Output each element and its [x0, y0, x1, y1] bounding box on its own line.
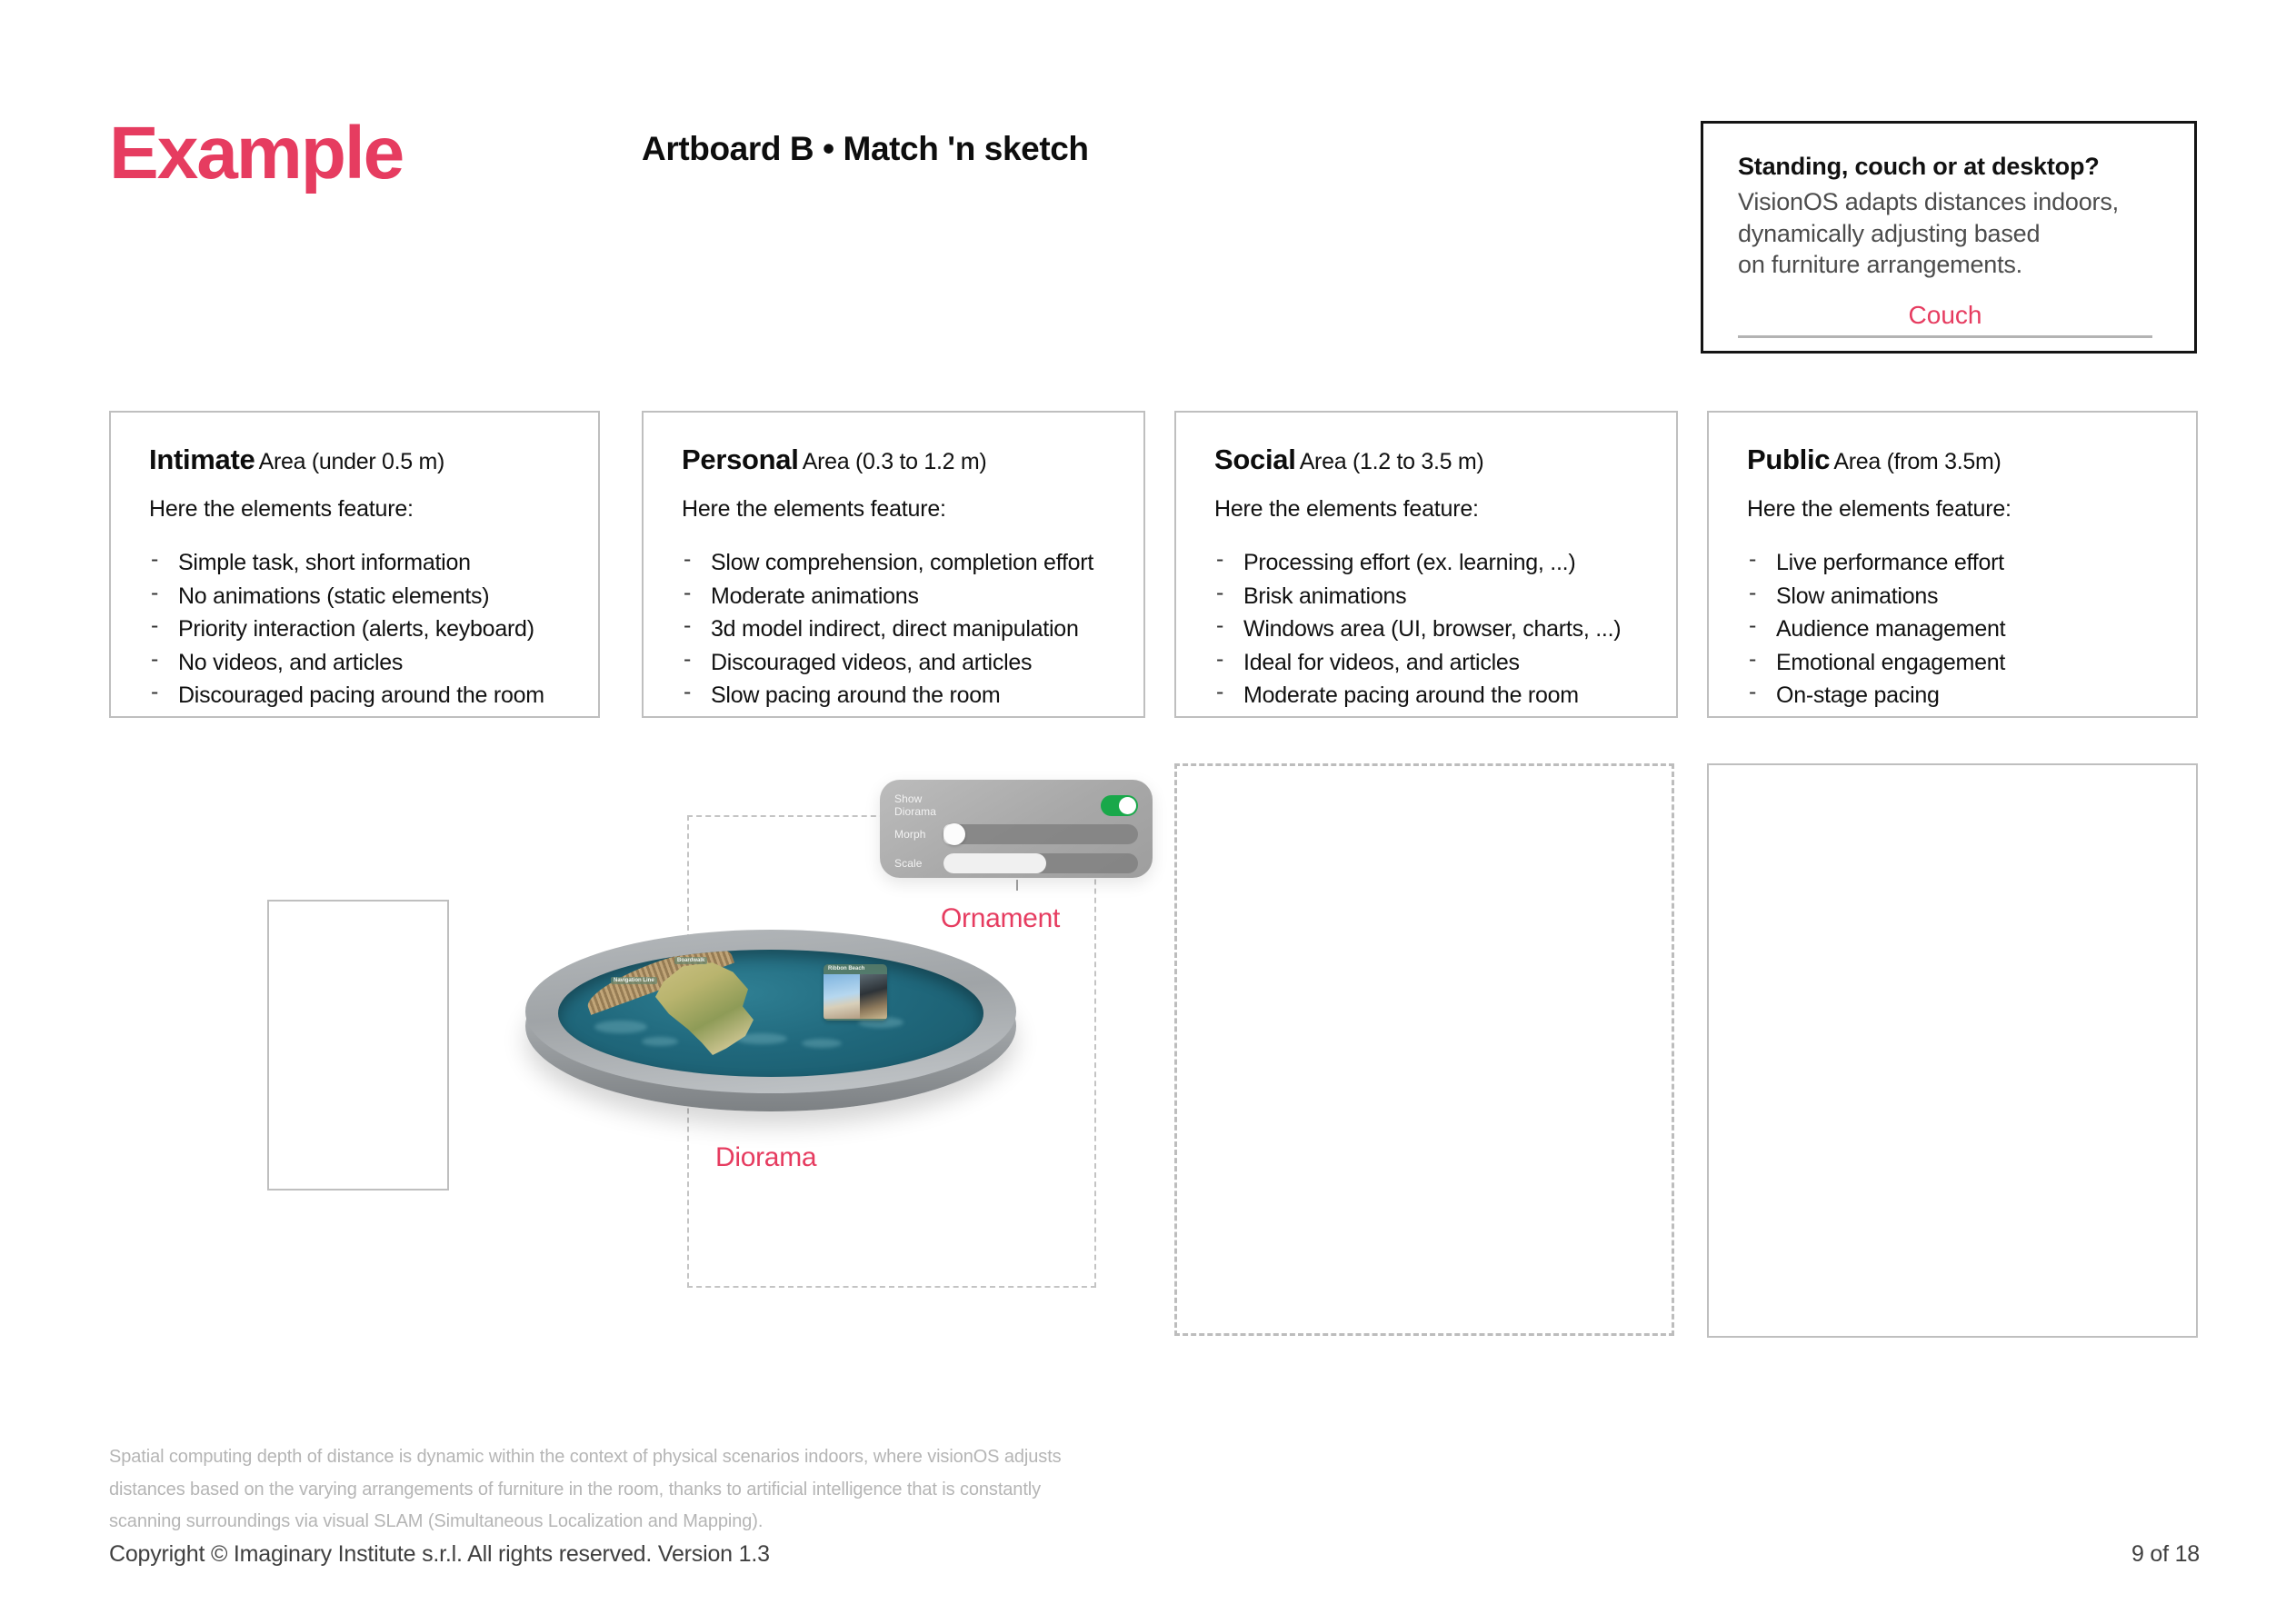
- diorama-control-panel[interactable]: [880, 780, 1153, 878]
- list-item: - Slow animations: [1747, 580, 2169, 613]
- map-chip-boardwalk: Boardwalk: [674, 957, 707, 964]
- posture-select-value: Couch: [1908, 300, 1982, 329]
- list-item: - No videos, and articles: [149, 646, 571, 680]
- callout-body-line-2: dynamically adjusting based: [1738, 219, 2041, 247]
- callout-body-line-3: on furniture arrangements.: [1738, 251, 2022, 279]
- sketch-slot-intimate[interactable]: [267, 900, 449, 1191]
- zone-feature-list: [1747, 546, 2169, 712]
- show-diorama-label: Show Diorama: [894, 792, 937, 818]
- artboard-title: Artboard B • Match 'n sketch: [642, 130, 1089, 167]
- zone-name: Public: [1747, 443, 1831, 475]
- list-item: - No animations (static elements): [149, 580, 571, 613]
- page-indicator: 9 of 18: [2131, 1541, 2200, 1567]
- annotation-ornament: Ornament: [941, 903, 1060, 933]
- list-item: - Simple task, short information: [149, 546, 571, 580]
- zone-name: Social: [1214, 443, 1296, 475]
- zone-range: Area (0.3 to 1.2 m): [802, 449, 987, 474]
- zone-card-header: [1214, 443, 1649, 476]
- list-item: - Live performance effort: [1747, 546, 2169, 580]
- control-row-show-diorama: [894, 792, 1138, 819]
- bowl-water: [558, 950, 983, 1077]
- show-diorama-toggle[interactable]: [1101, 795, 1138, 816]
- zone-feature-list: [682, 546, 1116, 712]
- annotation-diorama: Diorama: [715, 1142, 817, 1172]
- zone-card-intimate: [109, 411, 600, 718]
- poi-card-media: [824, 974, 887, 1019]
- poi-thumbnail-secondary: [860, 974, 887, 1019]
- reef-shape: [642, 1037, 678, 1046]
- posture-select[interactable]: [1738, 301, 2152, 338]
- copyright-text: Copyright © Imaginary Institute s.r.l. All rights reserved. Version 1.3: [109, 1541, 770, 1567]
- zone-card-social: [1174, 411, 1678, 718]
- callout-body-line-1: VisionOS adapts distances indoors,: [1738, 188, 2119, 215]
- zone-feature-list: [1214, 546, 1649, 712]
- zone-intro: Here the elements feature:: [149, 496, 414, 522]
- poi-thumbnail-primary: [824, 974, 860, 1019]
- brand-title: Example: [109, 112, 404, 194]
- list-item: - 3d model indirect, direct manipulation: [682, 613, 1116, 646]
- list-item: - Priority interaction (alerts, keyboard): [149, 613, 571, 646]
- morph-slider[interactable]: [943, 824, 1138, 844]
- zone-card-personal: [642, 411, 1145, 718]
- scale-slider-fill: [943, 853, 1046, 873]
- list-item: - Brisk animations: [1214, 580, 1649, 613]
- map-chip-navigation-line: Navigation Line: [611, 977, 657, 984]
- callout-body: [1738, 186, 2160, 281]
- control-row-morph: [894, 821, 1138, 848]
- sketch-slot-public[interactable]: [1707, 763, 2198, 1338]
- reef-shape: [594, 1021, 647, 1033]
- scale-slider[interactable]: [943, 853, 1138, 873]
- zone-range: Area (1.2 to 3.5 m): [1299, 449, 1484, 474]
- list-item: - Processing effort (ex. learning, ...): [1214, 546, 1649, 580]
- list-item: - Windows area (UI, browser, charts, ...): [1214, 613, 1649, 646]
- zone-card-header: [1747, 443, 2169, 476]
- zone-range: Area (from 3.5m): [1833, 449, 2002, 474]
- list-item: - Audience management: [1747, 613, 2169, 646]
- diorama-model[interactable]: [525, 930, 1016, 1130]
- list-item: - Emotional engagement: [1747, 646, 2169, 680]
- list-item: - Moderate animations: [682, 580, 1116, 613]
- list-item: - On-stage pacing: [1747, 679, 2169, 712]
- morph-slider-label: Morph: [894, 828, 926, 841]
- zone-range: Area (under 0.5 m): [258, 449, 445, 474]
- zone-card-public: [1707, 411, 2198, 718]
- footnote-text: Spatial computing depth of distance is dynamic within the context of physical scenarios indoors, where visionOS adjusts distances based on the varying arrangements of furniture in the room, thanks to artificial intelligence that is constantly scanning surroundings via visual SLAM (Simultaneous Localization and Mapping).: [109, 1447, 1062, 1532]
- poi-info-card[interactable]: [824, 964, 887, 1021]
- sketch-slot-social[interactable]: [1174, 763, 1674, 1336]
- zone-name: Intimate: [149, 443, 255, 475]
- zone-card-header: [149, 443, 571, 476]
- list-item: - Moderate pacing around the room: [1214, 679, 1649, 712]
- control-row-scale: [894, 850, 1138, 877]
- panel-stem: [1016, 880, 1018, 891]
- list-item: - Discouraged videos, and articles: [682, 646, 1116, 680]
- list-item: - Slow comprehension, completion effort: [682, 546, 1116, 580]
- toggle-knob: [1119, 797, 1136, 814]
- zone-feature-list: [149, 546, 571, 712]
- context-callout: [1701, 121, 2197, 354]
- zone-intro: Here the elements feature:: [1747, 496, 2011, 522]
- zone-intro: Here the elements feature:: [1214, 496, 1479, 522]
- poi-card-title: Ribbon Beach: [828, 966, 865, 971]
- list-item: - Discouraged pacing around the room: [149, 679, 571, 712]
- zone-card-header: [682, 443, 1116, 476]
- zone-intro: Here the elements feature:: [682, 496, 946, 522]
- zone-name: Personal: [682, 443, 799, 475]
- list-item: - Slow pacing around the room: [682, 679, 1116, 712]
- callout-heading: Standing, couch or at desktop?: [1738, 153, 2100, 180]
- morph-slider-knob[interactable]: [943, 823, 965, 845]
- scale-slider-label: Scale: [894, 857, 923, 870]
- list-item: - Ideal for videos, and articles: [1214, 646, 1649, 680]
- reef-shape: [802, 1039, 842, 1048]
